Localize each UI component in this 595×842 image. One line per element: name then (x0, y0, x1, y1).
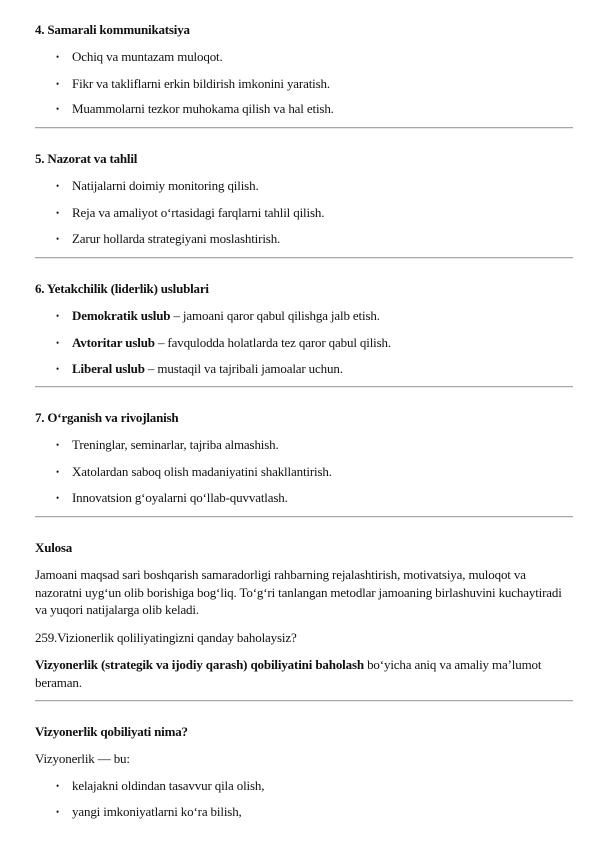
section-6-heading: 6. Yetakchilik (liderlik) uslublari (35, 281, 209, 296)
list-item (56, 778, 264, 794)
bullet-icon: • (56, 364, 60, 374)
list-item (56, 361, 343, 377)
answer-bold-text: Vizyonerlik (strategik va ijodiy qarash) qobiliyatini baholash (35, 657, 364, 672)
conclusion-heading: Xulosa (35, 540, 73, 555)
list-item (56, 178, 259, 194)
bullet-icon: • (56, 467, 60, 477)
bullet-icon: • (56, 104, 60, 114)
section-divider (35, 257, 573, 259)
list-item-text: kelajakni oldindan tasavvur qila olish, (72, 778, 265, 793)
vision-intro: Vizyonerlik — bu: (35, 751, 130, 766)
term-description: – mustaqil va tajribali jamoalar uchun. (144, 361, 343, 376)
list-item-text: yangi imkoniyatlarni ko‘ra bilish, (72, 804, 242, 819)
list-item (56, 308, 380, 324)
vision-heading: Vizyonerlik qobiliyati nima? (35, 724, 188, 739)
list-item-text: Innovatsion g‘oyalarni qo‘llab-quvvatlash. (72, 490, 288, 505)
list-item-text: Xatolardan saboq olish madaniyatini shakllantirish. (72, 464, 332, 479)
list-item-text: Treninglar, seminarlar, tajriba almashish. (72, 437, 279, 452)
bullet-icon: • (56, 181, 60, 191)
list-item (56, 231, 280, 247)
bullet-icon: • (56, 234, 60, 244)
conclusion-paragraph: Jamoani maqsad sari boshqarish samaradorligi rahbarning rejalashtirish, motivatsiya, muloqot va nazoratni uyg‘un olib borishiga bog‘liq. To‘g‘ri tanlangan metodlar jamoaning birlashuvini kuchaytiradi va yuqori natijalarga olib keladi. (35, 567, 562, 617)
list-item-text: Reja va amaliyot o‘rtasidagi farqlarni tahlil qilish. (72, 205, 325, 220)
bullet-icon: • (56, 781, 60, 791)
list-item (56, 804, 242, 820)
term: Avtoritar uslub (72, 335, 155, 350)
section-5-heading: 5. Nazorat va tahlil (35, 151, 138, 166)
list-item-text: Muammolarni tezkor muhokama qilish va hal etish. (72, 101, 334, 116)
bullet-icon: • (56, 52, 60, 62)
section-7-heading: 7. O‘rganish va rivojlanish (35, 410, 179, 425)
bullet-icon: • (56, 208, 60, 218)
bullet-icon: • (56, 79, 60, 89)
list-item (56, 335, 391, 351)
list-item (56, 101, 334, 117)
bullet-icon: • (56, 493, 60, 503)
bullet-icon: • (56, 311, 60, 321)
bullet-icon: • (56, 807, 60, 817)
section-divider (35, 386, 573, 388)
list-item (56, 76, 330, 92)
list-item-text: Ochiq va muntazam muloqot. (72, 49, 223, 64)
list-item-text: Fikr va takliflarni erkin bildirish imkonini yaratish. (72, 76, 330, 91)
list-item-text: Zarur hollarda strategiyani moslashtirish. (72, 231, 281, 246)
list-item (56, 437, 279, 453)
answer-text: bo‘yicha aniq va amaliy ma’lumot beraman. (35, 657, 542, 690)
section-divider (35, 516, 573, 518)
list-item (56, 490, 288, 506)
section-divider (35, 127, 573, 129)
answer-paragraph (35, 656, 570, 691)
question-paragraph: 259.Vizionerlik qoliliyatingizni qanday baholaysiz? (35, 630, 297, 645)
term: Demokratik uslub (72, 308, 171, 323)
list-item (56, 49, 223, 65)
bullet-icon: • (56, 338, 60, 348)
section-4-heading: 4. Samarali kommunikatsiya (35, 22, 190, 37)
term: Liberal uslub (72, 361, 145, 376)
list-item (56, 464, 332, 480)
list-item-text: Natijalarni doimiy monitoring qilish. (72, 178, 259, 193)
term-description: – favqulodda holatlarda tez qaror qabul qilish. (154, 335, 391, 350)
list-item (56, 205, 324, 221)
term-description: – jamoani qaror qabul qilishga jalb etish. (170, 308, 380, 323)
section-divider (35, 700, 573, 702)
bullet-icon: • (56, 440, 60, 450)
